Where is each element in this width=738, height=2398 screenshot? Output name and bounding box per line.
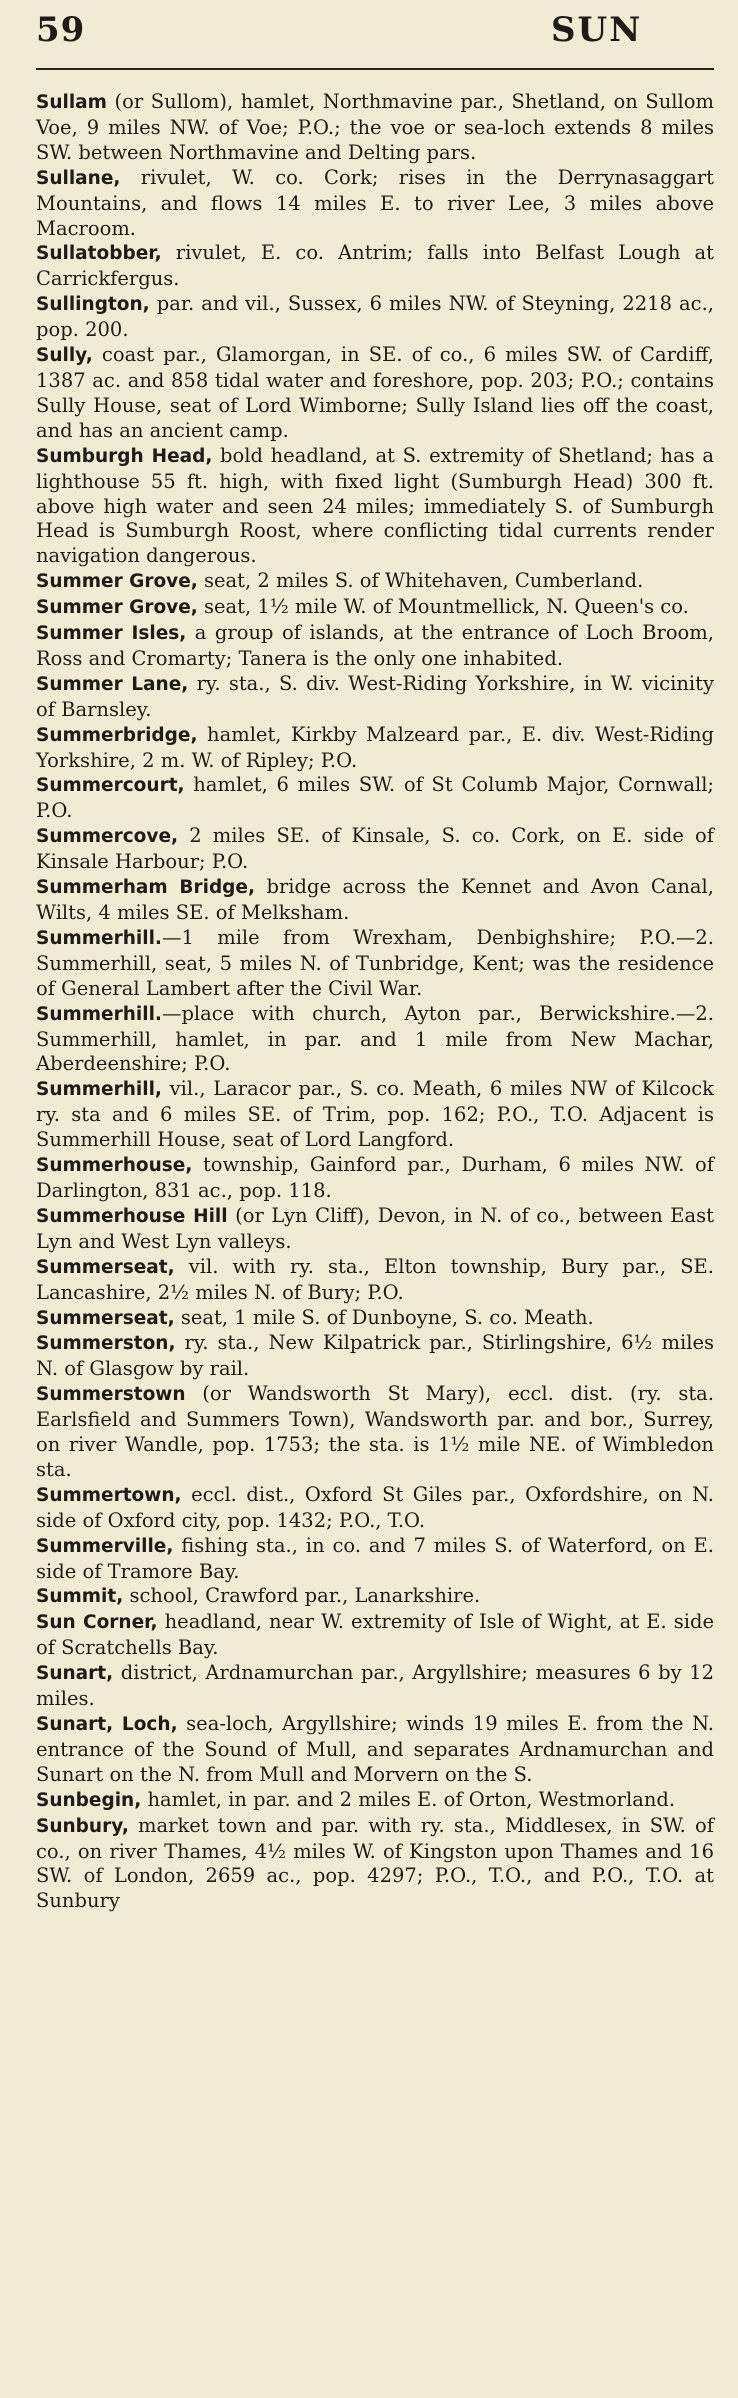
- entry-headword: Sunbury,: [36, 1815, 129, 1837]
- gazetteer-entry: [36, 1255, 714, 1306]
- gazetteer-entry: [36, 1534, 714, 1585]
- entry-text: sea-loch, Argyllshire; winds 19 miles E. from the N. entrance of the Sound of Mull, and separates Ardnamurchan and Sunart on the N. from Mull and Morvern on the S.: [36, 1712, 715, 1786]
- entry-headword: Summerseat,: [36, 1256, 175, 1278]
- entry-text: rivulet, E. co. Antrim; falls into Belfast Lough at Carrickfergus.: [36, 241, 714, 291]
- gazetteer-entry: [36, 1584, 714, 1610]
- entry-headword: Sun Corner,: [36, 1612, 158, 1634]
- entry-headword: Sunbegin,: [36, 1789, 142, 1811]
- gazetteer-entry: [36, 1814, 714, 1915]
- gazetteer-entry: [36, 343, 714, 444]
- gazetteer-entry: [36, 926, 714, 1002]
- gazetteer-entry: [36, 1788, 714, 1814]
- gazetteer-entry: [36, 595, 714, 621]
- entry-text: bridge across the Kennet and Avon Canal, Wilts, 4 miles SE. of Melksham.: [36, 875, 714, 924]
- entry-text: headland, near W. extremity of Isle of Wight, at E. side of Scratchells Bay.: [36, 1610, 714, 1660]
- entry-headword: Summer Lane,: [36, 673, 189, 695]
- entry-text: hamlet, Kirkby Malzeard par., E. div. West-Riding Yorkshire, 2 m. W. of Ripley; P.O.: [36, 722, 714, 772]
- entry-text: coast par., Glamorgan, in SE. of co., 6 miles SW. of Cardiff, 1387 ac. and 858 tidal water and foreshore, pop. 203; P.O.; contains Sully House, seat of Lord Wimborne; Sully Island lies off the coast, and has an ancient camp.: [36, 343, 714, 442]
- entry-text: (or Lyn Cliff), Devon, in N. of co., between East Lyn and West Lyn valleys.: [36, 1203, 714, 1253]
- entry-text: district, Ardnamurchan par., Argyllshire; measures 6 by 12 miles.: [36, 1661, 714, 1711]
- entry-text: eccl. dist., Oxford St Giles par., Oxfordshire, on N. side of Oxford city, pop. 1432; P.O., T.O.: [36, 1482, 714, 1532]
- entry-headword: Summerseat,: [36, 1307, 175, 1329]
- entry-headword: Summer Grove,: [36, 597, 198, 619]
- entry-text: vil., Laracor par., S. co. Meath, 6 miles NW of Kilcock ry. sta and 6 miles SE. of Trim, pop. 162; P.O., T.O. Adjacent is Summerhill House, seat of Lord Langford.: [36, 1077, 714, 1152]
- gazetteer-entry: [36, 1610, 714, 1661]
- gazetteer-entry: [36, 1661, 714, 1712]
- entry-text: hamlet, in par. and 2 miles E. of Orton, Westmorland.: [141, 1787, 676, 1811]
- gazetteer-entry: [36, 241, 714, 292]
- entry-headword: Sullane,: [36, 167, 121, 189]
- entry-text: ry. sta., S. div. West-Riding Yorkshire, in W. vicinity of Barnsley.: [36, 671, 714, 721]
- entry-headword: Summerhouse,: [36, 1155, 193, 1177]
- entry-text: par. and vil., Sussex, 6 miles NW. of Steyning, 2218 ac., pop. 200.: [36, 292, 714, 342]
- entry-headword: Summerhill.: [36, 1003, 162, 1025]
- gazetteer-entry: [36, 672, 714, 723]
- entry-headword: Sully,: [36, 345, 93, 367]
- entry-headword: Summerhill.: [36, 927, 162, 949]
- page-number: 59: [36, 10, 86, 50]
- entry-text: rivulet, W. co. Cork; rises in the Derrynasaggart Mountains, and flows 14 miles E. to river Lee, 3 miles above Macroom.: [36, 165, 714, 240]
- entry-headword: Sullatobber,: [36, 243, 162, 265]
- gazetteer-entry: [36, 569, 714, 595]
- entry-headword: Summer Grove,: [36, 571, 198, 593]
- entry-text: ry. sta., New Kilpatrick par., Stirlingshire, 6½ miles N. of Glasgow by rail.: [36, 1331, 714, 1381]
- gazetteer-entry: [36, 723, 714, 774]
- entry-headword: Summerstown: [36, 1384, 186, 1406]
- gazetteer-entry: [36, 1712, 714, 1788]
- entry-headword: Sullam: [36, 92, 107, 113]
- gazetteer-entry: [36, 166, 714, 242]
- entry-headword: Sunart, Loch,: [36, 1714, 178, 1735]
- entries-list: [36, 90, 714, 1914]
- gazetteer-entry: [36, 1077, 714, 1153]
- gazetteer-entry: [36, 1331, 714, 1382]
- entry-text: seat, 1 mile S. of Dunboyne, S. co. Meath.: [174, 1305, 594, 1329]
- entry-text: —1 mile from Wrexham, Denbighshire; P.O.—2. Summerhill, seat, 5 miles N. of Tunbridge, Kent; was the residence of General Lambert after the Civil War.: [36, 925, 714, 1000]
- entry-headword: Sumburgh Head,: [36, 445, 213, 467]
- entry-headword: Summerbridge,: [36, 724, 198, 746]
- entry-headword: Sunart,: [36, 1663, 114, 1685]
- gazetteer-entry: [36, 1153, 714, 1204]
- page-header: [36, 0, 714, 70]
- entry-text: seat, 2 miles S. of Whitehaven, Cumberland.: [197, 569, 644, 593]
- gazetteer-entry: [36, 773, 714, 824]
- gazetteer-entry: [36, 875, 714, 926]
- section-title: SUN: [551, 10, 643, 50]
- entry-headword: Summertown,: [36, 1484, 182, 1506]
- entry-text: market town and par. with ry. sta., Middlesex, in SW. of co., on river Thames, 4½ miles W. of Kingston upon Thames and 16 SW. of London, 2659 ac., pop. 4297; P.O., T.O., and P.O., T.O. at Sunbury: [36, 1813, 714, 1913]
- entry-text: hamlet, 6 miles SW. of St Columb Major, Cornwall; P.O.: [36, 773, 714, 823]
- entry-text: fishing sta., in co. and 7 miles S. of Waterford, on E. side of Tramore Bay.: [36, 1533, 714, 1583]
- entry-headword: Summercourt,: [36, 775, 185, 797]
- entry-headword: Summerhill,: [36, 1079, 162, 1101]
- entry-headword: Sullington,: [36, 294, 150, 316]
- entry-headword: Summer Isles,: [36, 623, 187, 645]
- gazetteer-entry: [36, 90, 714, 166]
- entry-headword: Summerston,: [36, 1333, 176, 1355]
- entry-headword: Summit,: [36, 1586, 124, 1608]
- gazetteer-entry: [36, 1002, 714, 1078]
- entry-text: —place with church, Ayton par., Berwickshire.—2. Summerhill, hamlet, in par. and 1 mile from New Machar, Aberdeenshire; P.O.: [36, 1001, 714, 1076]
- entry-text: township, Gainford par., Durham, 6 miles NW. of Darlington, 831 ac., pop. 118.: [36, 1153, 714, 1202]
- entry-text: (or Wandsworth St Mary), eccl. dist. (ry. sta. Earlsfield and Summers Town), Wandsworth par. and bor., Surrey, on river Wandle, pop. 1753; the sta. is 1½ mile NE. of Wimbledon sta.: [36, 1382, 714, 1481]
- gazetteer-entry: [36, 1204, 714, 1255]
- entry-headword: Summerville,: [36, 1535, 174, 1557]
- entry-text: (or Sullom), hamlet, Northmavine par., Shetland, on Sullom Voe, 9 miles NW. of Voe; P.O.; the voe or sea-loch extends 8 miles SW. between Northmavine and Delting pars.: [36, 90, 714, 164]
- gazetteer-entry: [36, 1382, 714, 1483]
- entry-text: seat, 1½ mile W. of Mountmellick, N. Queen's co.: [197, 595, 689, 619]
- gazetteer-entry: [36, 824, 714, 875]
- entry-text: 2 miles SE. of Kinsale, S. co. Cork, on E. side of Kinsale Harbour; P.O.: [36, 824, 714, 874]
- entry-headword: Summerham Bridge,: [36, 877, 255, 899]
- entry-text: bold headland, at S. extremity of Shetland; has a lighthouse 55 ft. high, with fixed light (Sumburgh Head) 300 ft. above high water and seen 24 miles; immediately S. of Sumburgh Head is Sumburgh Roost, where conflicting tidal currents render navigation dangerous.: [36, 443, 715, 568]
- entry-headword: Summercove,: [36, 826, 179, 848]
- entry-text: school, Crawford par., Lanarkshire.: [123, 1584, 481, 1608]
- gazetteer-entry: [36, 1306, 714, 1332]
- gazetteer-entry: [36, 292, 714, 343]
- gazetteer-entry: [36, 621, 714, 672]
- gazetteer-entry: [36, 444, 714, 570]
- entry-text: a group of islands, at the entrance of Loch Broom, Ross and Cromarty; Tanera is the only one inhabited.: [36, 621, 714, 670]
- entry-text: vil. with ry. sta., Elton township, Bury par., SE. Lancashire, 2½ miles N. of Bury; P.O.: [36, 1254, 714, 1304]
- entry-headword: Summerhouse Hill: [36, 1205, 228, 1227]
- gazetteer-entry: [36, 1483, 714, 1534]
